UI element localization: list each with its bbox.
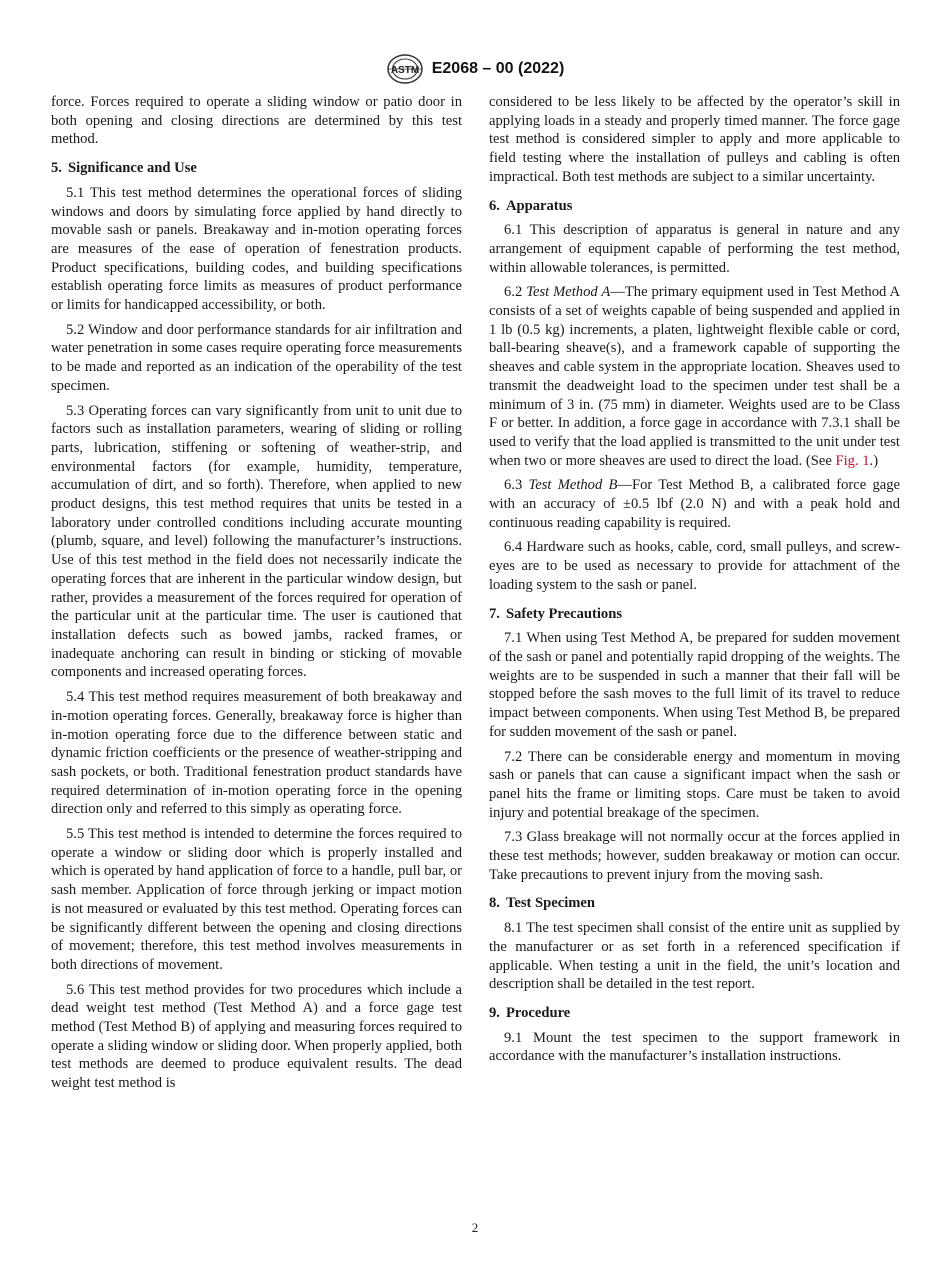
paragraph-7-3: 7.3 Glass breakage will not normally occur at the forces applied in these test methods; however, sudden breakaway or motion can occur. Take precautions to prevent injury from the moving sash. bbox=[489, 829, 900, 883]
paragraph-9-1: 9.1 Mount the test specimen to the support framework in accordance with the manufacturer’s installation instructions. bbox=[489, 1029, 900, 1065]
paragraph-8-1: 8.1 The test specimen shall consist of the entire unit as supplied by the manufacturer or as set forth in a referenced specification if applicable. When testing a unit in the field, the unit’s location and description shall be detailed in the test report. bbox=[489, 920, 900, 993]
paragraph-6-2: 6.2 Test Method A—The primary equipment used in Test Method A consists of a set of weights capable of being suspended and applied in 1 lb (0.5 kg) increments, a platen, lightweight flexible cable or cord, ball-bearing sheave(s), and a framework capable of supporting the sheaves and cable system in the appropriate location. Sheaves used to transmit the deadweight load to the specimen under test shall be a minimum of 3 in. (75 mm) in diameter. Weights used are to be Class F or better. In addition, a force gage in accordance with 7.3.1 shall be used to verify that the load applied is transmitted to the unit under test when two or more sheaves are used to direct the load. (See Fig. 1.) bbox=[489, 284, 900, 469]
section-heading-8: 8. Test Specimen bbox=[489, 895, 596, 912]
left-column bbox=[51, 93, 462, 1099]
paragraph-6-1: 6.1 This description of apparatus is general in nature and any arrangement of equipment capable of performing the test method, within allowable tolerances, is permitted. bbox=[489, 222, 900, 276]
designation-title: E2068 – 00 (2022) bbox=[431, 60, 565, 77]
paragraph-7-1: 7.1 When using Test Method A, be prepared for sudden movement of the sash or panel and potentially rapid dropping of the weights. The weights are to be suspended in such a manner that their fall will be stopped before the sash moves to the full limit of its travel to reduce impact between components. When using Test Method B, be prepared for sudden movement of the sash or panel. bbox=[489, 630, 900, 740]
right-column bbox=[489, 93, 900, 1072]
paragraph-5-4: 5.4 This test method requires measurement of both breakaway and in-motion operating forces. Generally, breakaway force is higher than in-motion operating force due to the difference between static and dynamic friction coefficients or the presence of weather-stripping and sash pockets, or both. Traditional fenestration product standards have required determination of in-motion operating force in the opening direction only and referred to this simply as operating force. bbox=[51, 689, 462, 818]
page-header bbox=[0, 52, 950, 86]
page-number: 2 bbox=[471, 1220, 479, 1235]
section-heading-6: 6. Apparatus bbox=[489, 197, 573, 214]
paragraph-6-4: 6.4 Hardware such as hooks, cable, cord, small pulleys, and screw-eyes are to be used as necessary to provide for attachment of the loading system to the sash or panel. bbox=[489, 539, 900, 593]
paragraph-5-6: 5.6 This test method provides for two procedures which include a dead weight test method (Test Method A) and a force gage test method (Test Method B) of applying and measuring forces required to operate a sliding window or sliding door. When properly applied, both test methods are deemed to produce equivalent results. The dead weight test method is bbox=[51, 981, 462, 1092]
section-heading-7: 7. Safety Precautions bbox=[489, 605, 623, 622]
logo-text: ASTM bbox=[390, 65, 419, 76]
paragraph-5-2: 5.2 Window and door performance standards for air infiltration and water penetration in some cases require operating force measurements to be made and reported as an indication of the operability of the test specimen. bbox=[51, 321, 462, 394]
section-heading-5: 5. Significance and Use bbox=[51, 160, 197, 177]
paragraph-continued: force. Forces required to operate a sliding window or patio door in both opening and closing directions are determined by this test method. bbox=[51, 94, 462, 148]
section-heading-9: 9. Procedure bbox=[489, 1004, 571, 1021]
paragraph-5-1: 5.1 This test method determines the operational forces of sliding windows and doors by simulating force applied by hand directly to movable sash or panels. Breakaway and in-motion operating forces are measures of the ease of operation of fenestration products. Product specifications, building codes, and building specifications establish operating force limits as measures of product performance or limits for handicapped accessibility, or both. bbox=[51, 184, 462, 314]
paragraph-6-3: 6.3 Test Method B—For Test Method B, a calibrated force gage with an accuracy of ±0.5 lbf (2.0 N) and with a peak hold and continuous reading capability is required. bbox=[489, 477, 901, 531]
astm-logo-icon bbox=[386, 53, 424, 85]
paragraph-5-5: 5.5 This test method is intended to determine the forces required to operate a window or sliding door which is properly installed and which is operated by hand application of force to a handle, pull bar, or sash member. Application of force through jerking or impact motion is not measured or evaluated by this test method. Operating forces can be significantly different between the opening and closing directions of movement; therefore, this test method involves measurements in both directions of movement. bbox=[51, 826, 462, 973]
paragraph-5-3: 5.3 Operating forces can vary significantly from unit to unit due to factors such as installation parameters, wearing of sliding or rolling parts, lubrication, stiffening or softening of weather-strip, and environmental factors (for example, humidity, temperature, accumulation of dirt, and so forth). Therefore, when applied to new product designs, this test method requires that units be tested in a laboratory under controlled conditions including accurate mounting (plumb, square, and level) following the manufacturer’s instructions. Use of this test method in the field does not necessarily indicate the operating forces that are inherent in the particular window design, but rather, provides a measurement of the forces required for operation of the particular unit at the particular time. The user is cautioned that installation defects such as bowed jambs, racked frames, or inadequate anchoring can result in binding or sticking of movable components and increased operating forces. bbox=[51, 402, 462, 681]
paragraph-continued: considered to be less likely to be affected by the operator’s skill in applying loads in a steady and properly timed manner. The force gage test method is considered simpler to apply and more applicable to field testing where the installation of pulleys and cabling is often impractical. Both test methods are subject to a similar uncertainty. bbox=[489, 94, 900, 185]
paragraph-7-2: 7.2 There can be considerable energy and momentum in moving sash or panels that can cause a significant impact when the sash or panel hits the frame or limiting stops. Care must be taken to avoid injury and potential breakage of the specimen. bbox=[489, 748, 900, 821]
fig-1-link[interactable]: Fig. 1 bbox=[835, 452, 870, 469]
